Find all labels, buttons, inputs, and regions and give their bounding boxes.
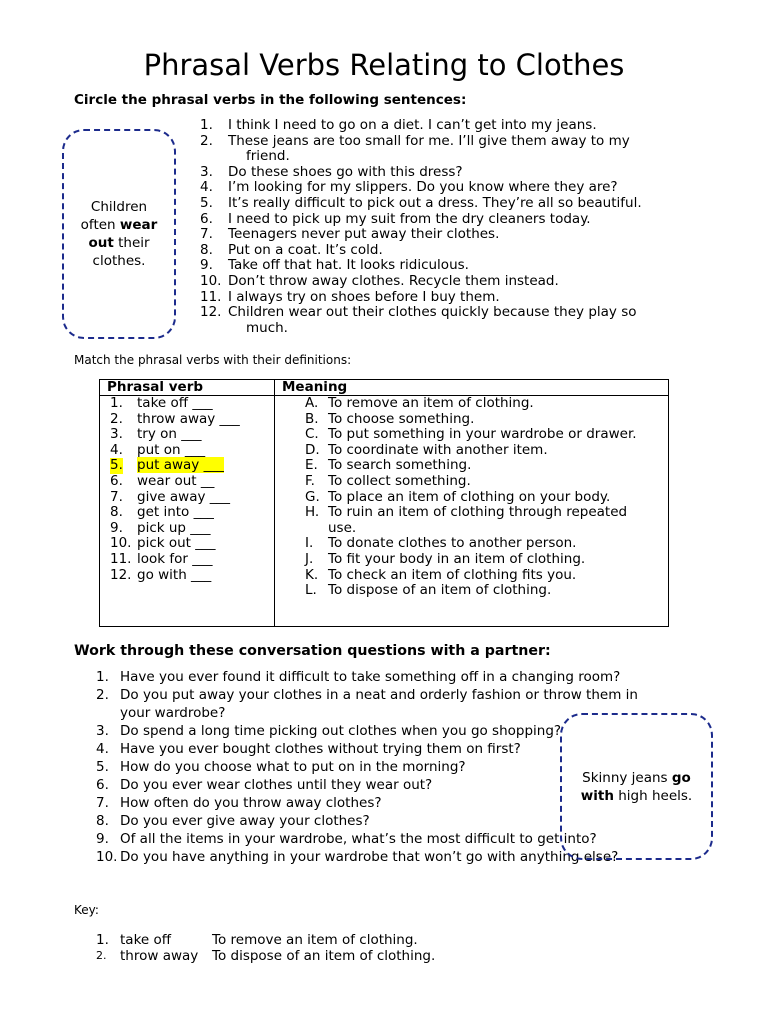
table-header-row: [100, 380, 669, 396]
item-letter: J.: [305, 550, 314, 567]
meaning-item: [275, 552, 668, 568]
verb-item: [100, 443, 274, 459]
item-letter: A.: [305, 395, 319, 411]
page-title: Phrasal Verbs Relating to Clothes: [143, 48, 625, 82]
sentence-text: I’m looking for my slippers. Do you know where they are?: [228, 179, 618, 196]
item-number: 2.: [96, 949, 107, 962]
item-number: 8.: [110, 504, 123, 521]
meaning-text: To check an item of clothing fits you.: [328, 566, 577, 583]
circle-instruction: Circle the phrasal verbs in the following sentences:: [74, 92, 467, 108]
item-number: 4.: [110, 441, 123, 458]
item-number: 11.: [110, 550, 132, 567]
callout-wear-out: [62, 129, 176, 339]
sentence-item: [200, 134, 680, 165]
verb-text: put on ___: [137, 441, 206, 458]
meaning-text: To place an item of clothing on your body.: [328, 488, 611, 505]
sentence-text: Take off that hat. It looks ridiculous.: [228, 257, 469, 274]
conversation-instruction: Work through these conversation questions with a partner:: [74, 643, 551, 659]
meaning-item: [275, 458, 668, 474]
sentence-text: Children wear out their clothes quickly because they play so: [228, 304, 637, 321]
item-number: 10.: [110, 535, 132, 552]
sentence-item: [200, 274, 680, 290]
sentence-item: [200, 305, 680, 336]
question-text: How do you choose what to put on in the morning?: [120, 759, 466, 775]
question-text: Do you ever wear clothes until they wear out?: [120, 777, 433, 793]
item-number: 6.: [96, 777, 109, 793]
question-text: How often do you throw away clothes?: [120, 795, 382, 811]
verb-list: [100, 396, 274, 583]
item-number: 4.: [200, 179, 213, 196]
question-text: Have you ever found it difficult to take something off in a changing room?: [120, 669, 621, 685]
item-number: 7.: [96, 795, 109, 811]
item-letter: K.: [305, 566, 319, 583]
meaning-item: [275, 505, 668, 536]
sentence-text: Don’t throw away clothes. Recycle them instead.: [228, 272, 559, 289]
key-meaning: To dispose of an item of clothing.: [212, 948, 436, 964]
item-number: 9.: [96, 831, 109, 847]
match-instruction: Match the phrasal verbs with their definitions:: [74, 353, 352, 367]
item-letter: I.: [305, 535, 314, 552]
item-number: 2.: [96, 687, 109, 703]
sentence-text: Put on a coat. It’s cold.: [228, 241, 383, 258]
matching-table: [99, 379, 669, 627]
item-number: 3.: [96, 723, 109, 739]
sentence-list: [200, 118, 680, 336]
callout-text-bold: go with: [580, 769, 691, 804]
verb-item: [100, 427, 274, 443]
meaning-text: To search something.: [328, 457, 472, 474]
meaning-item: [275, 443, 668, 459]
question-item: [96, 668, 676, 686]
sentence-item: [200, 290, 680, 306]
item-number: 5.: [96, 759, 109, 775]
question-text: Do you ever give away your clothes?: [120, 813, 370, 829]
meaning-item: [275, 536, 668, 552]
sentence-text: Do these shoes go with this dress?: [228, 163, 463, 180]
verb-item: [100, 552, 274, 568]
verb-item: [100, 490, 274, 506]
question-text: Of all the items in your wardrobe, what’s the most difficult to get into?: [120, 831, 597, 847]
column-header-meaning: Meaning: [275, 380, 669, 396]
item-number: 7.: [110, 488, 123, 505]
meaning-text: To dispose of an item of clothing.: [328, 582, 552, 599]
key-item: [96, 948, 435, 964]
key-verb: throw away: [120, 948, 199, 964]
verb-text: look for ___: [137, 550, 213, 567]
item-letter: F.: [305, 472, 315, 489]
item-number: 12.: [110, 566, 132, 583]
meaning-text: To put something in your wardrobe or drawer.: [328, 426, 637, 443]
verb-text: try on ___: [137, 426, 202, 443]
verb-text: give away ___: [137, 488, 231, 505]
callout-text: [76, 198, 162, 270]
verb-text: throw away ___: [137, 410, 240, 427]
item-number: 1.: [110, 395, 123, 411]
key-verb: take off: [120, 932, 172, 948]
verb-text-highlighted: put away ___: [137, 457, 224, 474]
verb-text: pick up ___: [137, 519, 211, 536]
question-text: Do spend a long time picking out clothes when you go shopping?: [120, 723, 562, 739]
item-number: 1.: [96, 932, 109, 948]
callout-text-bold: wear out: [88, 217, 158, 251]
verb-text: pick out ___: [137, 535, 216, 552]
sentence-text: I think I need to go on a diet. I can’t get into my jeans.: [228, 117, 597, 133]
verb-text: go with ___: [137, 566, 212, 583]
item-number: 8.: [96, 813, 109, 829]
sentence-text: I need to pick up my suit from the dry cleaners today.: [228, 210, 591, 227]
item-letter: G.: [305, 488, 320, 505]
question-text: Do you put away your clothes in a neat and orderly fashion or throw them in your wardrobe?: [120, 687, 638, 721]
item-letter: B.: [305, 410, 319, 427]
sentence-item: [200, 243, 680, 259]
meaning-item: [275, 474, 668, 490]
verb-item-highlighted: [100, 458, 274, 474]
item-number: 5.: [110, 457, 123, 474]
sentence-continuation: much.: [246, 319, 288, 336]
verb-item: [100, 505, 274, 521]
item-number: 11.: [200, 288, 222, 305]
meaning-text: To collect something.: [328, 472, 471, 489]
verb-item: [100, 568, 274, 584]
sentence-item: [200, 180, 680, 196]
callout-go-with: [560, 713, 713, 860]
question-text: Have you ever bought clothes without trying them on first?: [120, 741, 521, 757]
table-body-row: [100, 396, 669, 627]
key-label: Key:: [74, 903, 99, 917]
item-number: 10.: [200, 272, 222, 289]
sentence-item: [200, 212, 680, 228]
meaning-text: To fit your body in an item of clothing.: [328, 550, 586, 567]
meaning-item: [275, 583, 668, 599]
verb-item: [100, 474, 274, 490]
sentence-text: Teenagers never put away their clothes.: [228, 226, 500, 243]
item-number: 3.: [200, 163, 213, 180]
sentence-text: It’s really difficult to pick out a dress. They’re all so beautiful.: [228, 194, 642, 211]
item-number: 1.: [96, 669, 109, 685]
item-number: 3.: [110, 426, 123, 443]
verb-item: [100, 536, 274, 552]
question-text: Do you have anything in your wardrobe that won’t go with anything else?: [120, 849, 619, 865]
meaning-list: [275, 396, 668, 599]
meanings-cell: [275, 396, 669, 627]
meaning-item: [275, 490, 668, 506]
item-number: 10.: [96, 849, 118, 865]
sentence-item: [200, 227, 680, 243]
item-number: 1.: [200, 117, 213, 133]
item-number: 7.: [200, 226, 213, 243]
item-number: 9.: [110, 519, 123, 536]
verb-item: [100, 396, 274, 412]
meaning-text: To donate clothes to another person.: [328, 535, 577, 552]
answer-key-list: [96, 932, 435, 964]
sentence-item: [200, 196, 680, 212]
column-header-verb: Phrasal verb: [100, 380, 275, 396]
item-number: 2.: [200, 132, 213, 149]
callout-text: [572, 769, 701, 805]
verb-text: get into ___: [137, 504, 214, 521]
sentence-text: I always try on shoes before I buy them.: [228, 288, 500, 305]
verbs-cell: [100, 396, 275, 627]
item-number: 4.: [96, 741, 109, 757]
meaning-text: To coordinate with another item.: [328, 441, 548, 458]
sentence-continuation: friend.: [246, 148, 290, 165]
meaning-text: To ruin an item of clothing through repeated use.: [328, 504, 628, 536]
callout-text-before: Skinny jeans: [582, 769, 672, 786]
item-number: 8.: [200, 241, 213, 258]
callout-text-after: high heels.: [613, 787, 693, 804]
item-letter: E.: [305, 457, 318, 474]
meaning-text: To choose something.: [328, 410, 475, 427]
verb-item: [100, 412, 274, 428]
verb-item: [100, 521, 274, 537]
item-letter: D.: [305, 441, 320, 458]
meaning-item: [275, 568, 668, 584]
item-number: 6.: [200, 210, 213, 227]
item-number: 9.: [200, 257, 213, 274]
item-number: 6.: [110, 472, 123, 489]
meaning-item: [275, 427, 668, 443]
meaning-text: To remove an item of clothing.: [328, 395, 534, 411]
key-item: [96, 932, 435, 948]
callout-text-before: Children often: [80, 199, 148, 233]
sentence-text: These jeans are too small for me. I’ll give them away to my: [228, 132, 630, 149]
item-number: 12.: [200, 304, 222, 321]
item-number: 5.: [200, 194, 213, 211]
sentence-item: [200, 118, 680, 134]
item-letter: H.: [305, 504, 320, 521]
item-letter: L.: [305, 582, 317, 599]
meaning-item: [275, 412, 668, 428]
item-letter: C.: [305, 426, 319, 443]
verb-text: wear out __: [137, 472, 215, 489]
verb-text: take off ___: [137, 395, 213, 411]
sentence-item: [200, 258, 680, 274]
item-number: 2.: [110, 410, 123, 427]
meaning-item: [275, 396, 668, 412]
callout-text-after: their clothes.: [92, 235, 150, 269]
key-meaning: To remove an item of clothing.: [212, 932, 418, 948]
sentence-item: [200, 165, 680, 181]
